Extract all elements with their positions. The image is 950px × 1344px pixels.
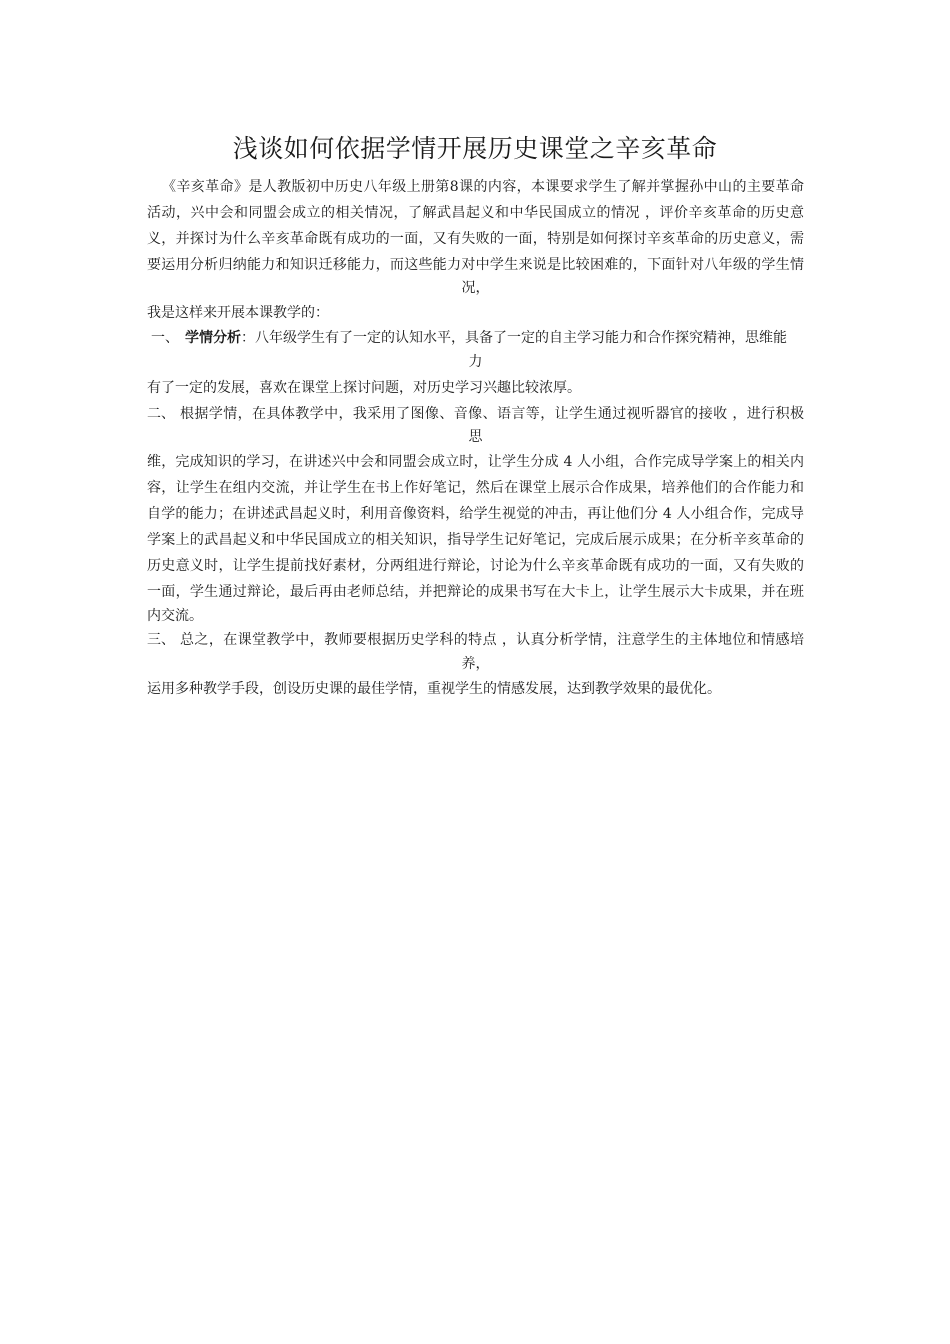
section-1-line-1 <box>185 328 804 348</box>
section-3-line-1: 总之，在课堂教学中，教师要根据历史学科的特点 ，认真分析学情，注意学生的主体地位和情感培 <box>180 632 804 648</box>
intro-line-4: 要运用分析归纳能力和知识迁移能力，而这些能力对中学生来说是比较困难的，下面针对八年级的学生情 <box>147 257 804 273</box>
section-2-line-8: 一面，学生通过辩论，最后再由老师总结，并把辩论的成果书写在大卡上，让学生展示大卡成果，并在班 <box>147 584 804 600</box>
section-3-line-2: 养， <box>461 656 490 672</box>
section-1-number: 一、 <box>151 330 179 346</box>
document-title: 浅谈如何依据学情开展历史课堂之辛亥革命 <box>232 134 718 163</box>
section-2-line-5: 自学的能力；在讲述武昌起义时，利用音像资料，给学生视觉的冲击，再让他们分 4 人小组合作，完成导 <box>147 506 804 522</box>
section-2-line-7: 历史意义时，让学生提前找好素材，分两组进行辩论，讨论为什么辛亥革命既有成功的一面，又有失败的 <box>147 558 804 574</box>
lead-line: 我是这样来开展本课教学的： <box>147 305 329 321</box>
intro-line-5: 况， <box>461 280 490 296</box>
section-2-number: 二、 <box>147 406 175 422</box>
intro-line-2: 活动，兴中会和同盟会成立的相关情况，了解武昌起义和中华民国成立的情况 ，评价辛亥革命的历史意 <box>147 205 804 221</box>
section-2-line-6: 学案上的武昌起义和中华民国成立的相关知识，指导学生记好笔记，完成后展示成果；在分析辛亥革命的 <box>147 532 804 548</box>
section-2-line-4: 容，让学生在组内交流，并让学生在书上作好笔记，然后在课堂上展示合作成果，培养他们的合作能力和 <box>147 480 804 496</box>
section-1-line-3: 有了一定的发展，喜欢在课堂上探讨问题，对历史学习兴趣比较浓厚。 <box>147 380 581 396</box>
intro-line-1: 《辛亥革命》是人教版初中历史八年级上册第8课的内容，本课要求学生了解并掌握孙中山的主要革命 <box>162 179 804 195</box>
section-2-line-3: 维，完成知识的学习，在讲述兴中会和同盟会成立时，让学生分成 4 人小组，合作完成导学案上的相关内 <box>147 454 804 470</box>
section-2-line-1: 根据学情，在具体教学中，我采用了图像、音像、语言等，让学生通过视听器官的接收 ，进行积极 <box>180 406 804 422</box>
section-1-text: ：八年级学生有了一定的认知水平，具备了一定的自主学习能力和合作探究精神，思维能 <box>241 330 787 346</box>
section-1-heading: 学情分析 <box>185 330 241 346</box>
section-2-line-9: 内交流。 <box>147 608 203 624</box>
section-3-number: 三、 <box>147 632 175 648</box>
intro-line-3: 义，并探讨为什么辛亥革命既有成功的一面，又有失败的一面，特别是如何探讨辛亥革命的历史意义，需 <box>147 231 804 247</box>
section-2-line-2: 思 <box>468 429 483 445</box>
section-1-line-2: 力 <box>468 354 483 370</box>
section-3-line-3: 运用多种教学手段，创设历史课的最佳学情，重视学生的情感发展，达到教学效果的最优化。 <box>147 681 721 697</box>
